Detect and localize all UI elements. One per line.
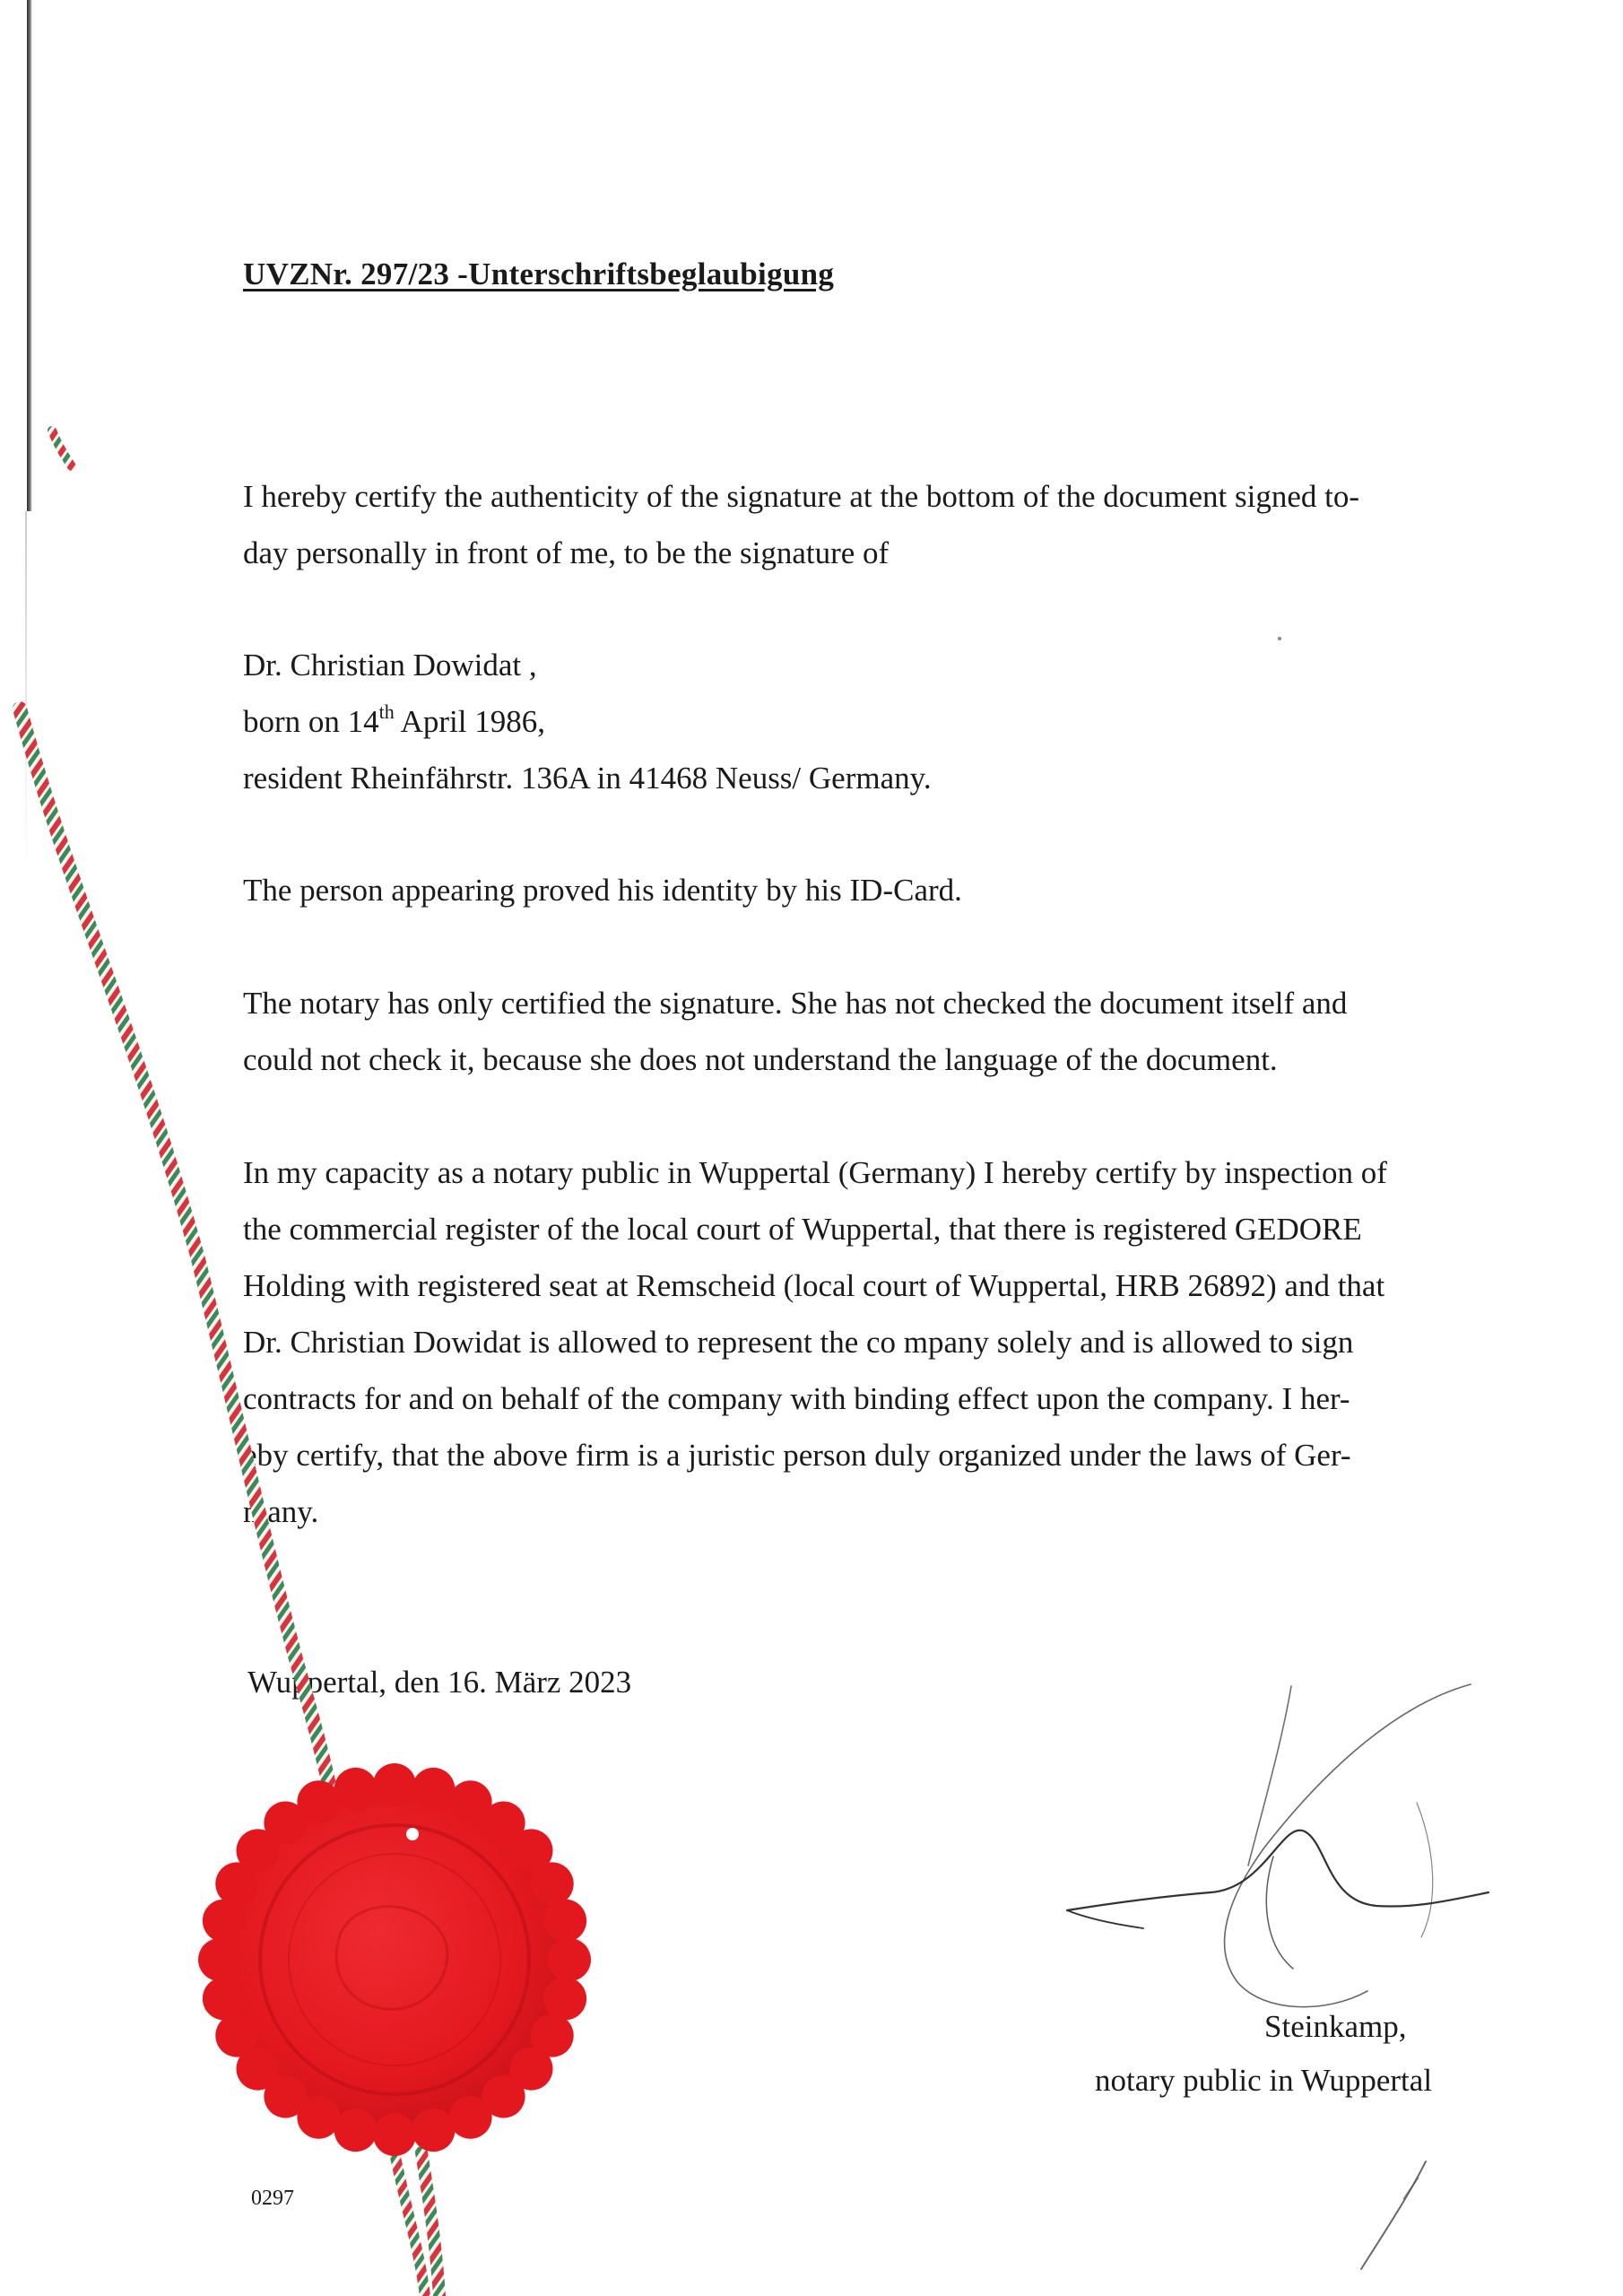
capacity-line-7: many. [243,1494,319,1529]
seal-scallop [373,1763,416,1806]
pen-stroke-mark-icon [1354,2152,1435,2278]
notary-note-line-1: The notary has only certified the signature. She has not checked the document itself and [243,986,1348,1021]
notary-note-line-2: could not check it, because she does not understand the language of the document. [243,1042,1278,1077]
seal-scallop [215,2014,258,2057]
seal-scallop [543,1900,586,1943]
born-suffix: April 1986, [394,704,545,739]
seal-scallop [543,1977,586,2020]
capacity-line-1: In my capacity as a notary public in Wuppertal (Germany) I hereby certify by inspection of [243,1155,1387,1190]
seal-scallop [203,1900,246,1943]
seal-scallop [334,2109,378,2152]
born-prefix: born on 14 [243,704,379,739]
seal-scallop [531,1862,574,1905]
speck-mark [1278,637,1281,640]
scan-edge-artifact [27,0,32,511]
person-born-line [243,700,545,740]
seal-scallop [297,1780,340,1823]
certificate-heading: UVZNr. 297/23 -Unterschriftsbeglaubigung [243,257,835,291]
capacity-line-2: the commercial register of the local court of Wuppertal, that there is registered GEDORE [243,1212,1362,1247]
seal-scallop [412,1768,455,1811]
scan-edge-artifact-faint [25,511,27,870]
seal-scallop [449,2096,492,2139]
wax-seal-icon [188,1753,601,2166]
intro-line-1: I hereby certify the authenticity of the signature at the bottom of the document signed to- [243,479,1360,514]
capacity-line-3: Holding with registered seat at Remscheid (local court of Wuppertal, HRB 26892) and that [243,1268,1385,1303]
place-date-line: Wuppertal, den 16. März 2023 [247,1665,632,1700]
seal-scallop [334,1768,378,1811]
handwritten-signature-icon [1058,1668,1524,2054]
document-number: 0297 [251,2187,294,2210]
signatory-title: notary public in Wuppertal [1095,2063,1433,2098]
seal-scallop [373,2113,416,2156]
person-name-line: Dr. Christian Dowidat , [243,648,537,683]
capacity-line-6: eby certify, that the above firm is a juristic person duly organized under the laws of Ger- [243,1438,1351,1473]
identity-line: The person appearing proved his identity by his ID-Card. [243,873,962,908]
seal-scallop [548,1938,591,1981]
capacity-line-5: contracts for and on behalf of the company with binding effect upon the company. I her- [243,1381,1350,1416]
seal-scallop [198,1938,241,1981]
born-ordinal-suffix: th [378,700,395,723]
signatory-name: Steinkamp, [1264,2009,1407,2044]
person-resident-line: resident Rheinfährstr. 136A in 41468 Neuss/ Germany. [243,761,932,796]
intro-line-2: day personally in front of me, to be the signature of [243,535,890,570]
capacity-line-4: Dr. Christian Dowidat is allowed to represent the co mpany solely and is allowed to sign [243,1325,1354,1360]
seal-scallop [203,1977,246,2020]
seal-scallop [412,2109,455,2152]
